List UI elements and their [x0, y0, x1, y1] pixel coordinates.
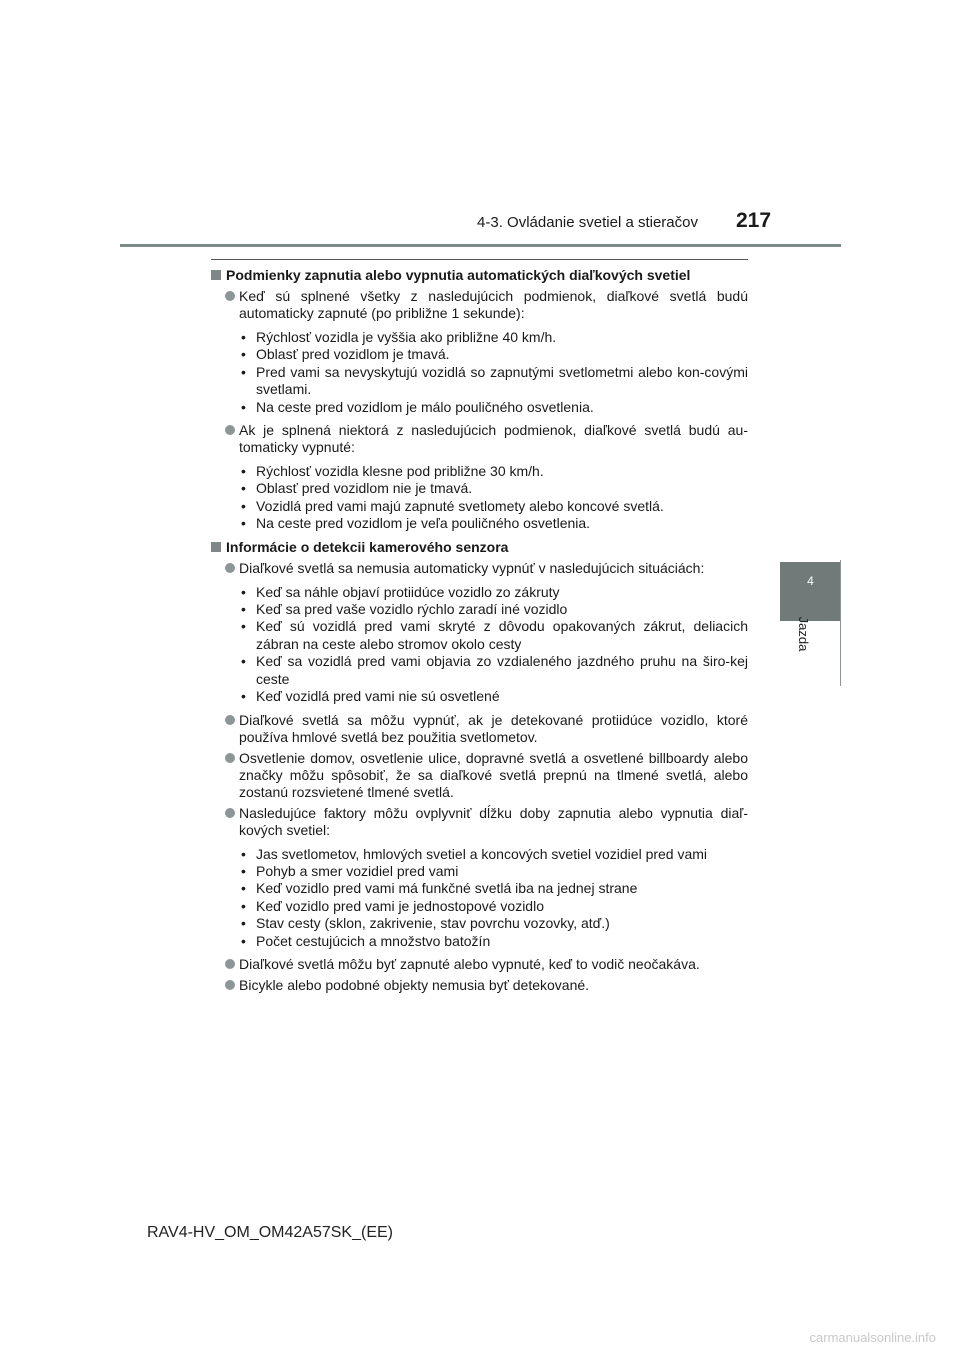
bullet-text: Diaľkové svetlá sa môžu vypnúť, ak je detekované protiidúce vozidlo, ktoré používa hmlové svetlá bez použitia svetlometov.	[239, 711, 748, 745]
section-heading-text: Informácie o detekcii kamerového senzora	[226, 538, 509, 555]
sub-list-item: • Keď vozidlo pred vami má funkčné svetlá iba na jednej strane	[239, 880, 748, 897]
side-divider	[840, 560, 841, 686]
circle-bullet-icon	[225, 715, 235, 725]
sub-list-item: • Vozidlá pred vami majú zapnuté svetlomety alebo koncové svetlá.	[239, 498, 748, 515]
circle-bullet-icon	[225, 291, 235, 301]
section-heading	[211, 267, 748, 284]
bullet-item	[225, 712, 748, 746]
sub-list	[239, 329, 748, 416]
sub-list-item: • Pred vami sa nevyskytujú vozidlá so zapnutými svetlometmi alebo kon-covými svetlami.	[239, 364, 748, 399]
sub-list-item: • Keď vozidlo pred vami je jednostopové vozidlo	[239, 898, 748, 915]
page-number: 217	[736, 209, 772, 232]
header-rule	[120, 244, 841, 247]
bullet-item	[225, 750, 748, 801]
watermark: carmanualsonline.info	[809, 1330, 936, 1345]
bullet-text: Nasledujúce faktory môžu ovplyvniť dĺžku doby zapnutia alebo vypnutia diaľ-kových svetiel:	[239, 804, 748, 838]
circle-bullet-icon	[225, 425, 235, 435]
bullet-text: Diaľkové svetlá sa nemusia automaticky vypnúť v nasledujúcich situáciách:	[239, 559, 705, 576]
page-content	[211, 259, 748, 998]
bullet-item	[225, 805, 748, 839]
bullet-item	[225, 560, 748, 577]
bullet-text: Keď sú splnené všetky z nasledujúcich podmienok, diaľkové svetlá budú automaticky zapnuté (po približne 1 sekunde):	[239, 288, 748, 321]
sub-list-item: • Keď sa pred vaše vozidlo rýchlo zaradí iné vozidlo	[239, 601, 748, 618]
chapter-label: Jazda	[795, 616, 811, 652]
sub-list	[239, 463, 748, 533]
square-bullet-icon	[211, 542, 221, 552]
bullet-item	[225, 288, 748, 322]
square-bullet-icon	[211, 270, 221, 280]
chapter-number: 4	[807, 574, 814, 588]
sub-list-item: • Na ceste pred vozidlom je veľa pouličného osvetlenia.	[239, 515, 748, 532]
sub-list-item: • Pohyb a smer vozidiel pred vami	[239, 863, 748, 880]
bullet-item	[225, 977, 748, 994]
sub-list-item: • Keď vozidlá pred vami nie sú osvetlené	[239, 688, 748, 705]
bullet-text: Diaľkové svetlá môžu byť zapnuté alebo vypnuté, keď to vodič neočakáva.	[239, 955, 700, 972]
sub-list-item: • Oblasť pred vozidlom nie je tmavá.	[239, 480, 748, 497]
bullet-item	[225, 956, 748, 973]
sub-list-item: • Počet cestujúcich a množstvo batožín	[239, 933, 748, 950]
chapter-tab	[780, 562, 841, 621]
chapter-label-box	[780, 616, 841, 684]
page-header	[0, 0, 960, 250]
circle-bullet-icon	[225, 753, 235, 763]
sub-list-item: • Rýchlosť vozidla klesne pod približne 30 km/h.	[239, 463, 748, 480]
sub-list-item: • Oblasť pred vozidlom je tmavá.	[239, 346, 748, 363]
sub-list-item: • Stav cesty (sklon, zakrivenie, stav povrchu vozovky, atď.)	[239, 915, 748, 932]
sub-list-item: • Keď sa náhle objaví protiidúce vozidlo zo zákruty	[239, 584, 748, 601]
section-title: 4-3. Ovládanie svetiel a stieračov	[477, 214, 698, 231]
sub-list-item: • Keď sa vozidlá pred vami objavia zo vzdialeného jazdného pruhu na širo-kej ceste	[239, 653, 748, 688]
section-heading-text: Podmienky zapnutia alebo vypnutia automatických diaľkových svetiel	[226, 267, 691, 283]
section-heading	[211, 539, 748, 556]
sub-list	[239, 584, 748, 706]
content-top-rule	[211, 259, 748, 260]
sub-list-item: • Keď sú vozidlá pred vami skryté z dôvodu opakovaných zákrut, deliacich zábran na ceste alebo stromov okolo cesty	[239, 618, 748, 653]
circle-bullet-icon	[225, 808, 235, 818]
bullet-text: Osvetlenie domov, osvetlenie ulice, dopravné svetlá a osvetlené billboardy alebo značky môžu spôsobiť, že sa diaľkové svetlá prepnú na tlmené svetlá, alebo zostanú rozsvietené tlmené svetlá.	[239, 749, 748, 800]
document-code: RAV4-HV_OM_OM42A57SK_(EE)	[146, 1224, 393, 1241]
sub-list	[239, 846, 748, 950]
circle-bullet-icon	[225, 959, 235, 969]
sub-list-item: • Rýchlosť vozidla je vyššia ako približne 40 km/h.	[239, 329, 748, 346]
circle-bullet-icon	[225, 563, 235, 573]
bullet-text: Ak je splnená niektorá z nasledujúcich podmienok, diaľkové svetlá budú au-tomaticky vypnuté:	[239, 422, 748, 456]
sub-list-item: • Jas svetlometov, hmlových svetiel a koncových svetiel vozidiel pred vami	[239, 846, 748, 863]
sub-list-item: • Na ceste pred vozidlom je málo pouličného osvetlenia.	[239, 399, 748, 416]
bullet-text: Bicykle alebo podobné objekty nemusia byť detekované.	[239, 976, 590, 993]
circle-bullet-icon	[225, 980, 235, 990]
bullet-item	[225, 422, 748, 456]
